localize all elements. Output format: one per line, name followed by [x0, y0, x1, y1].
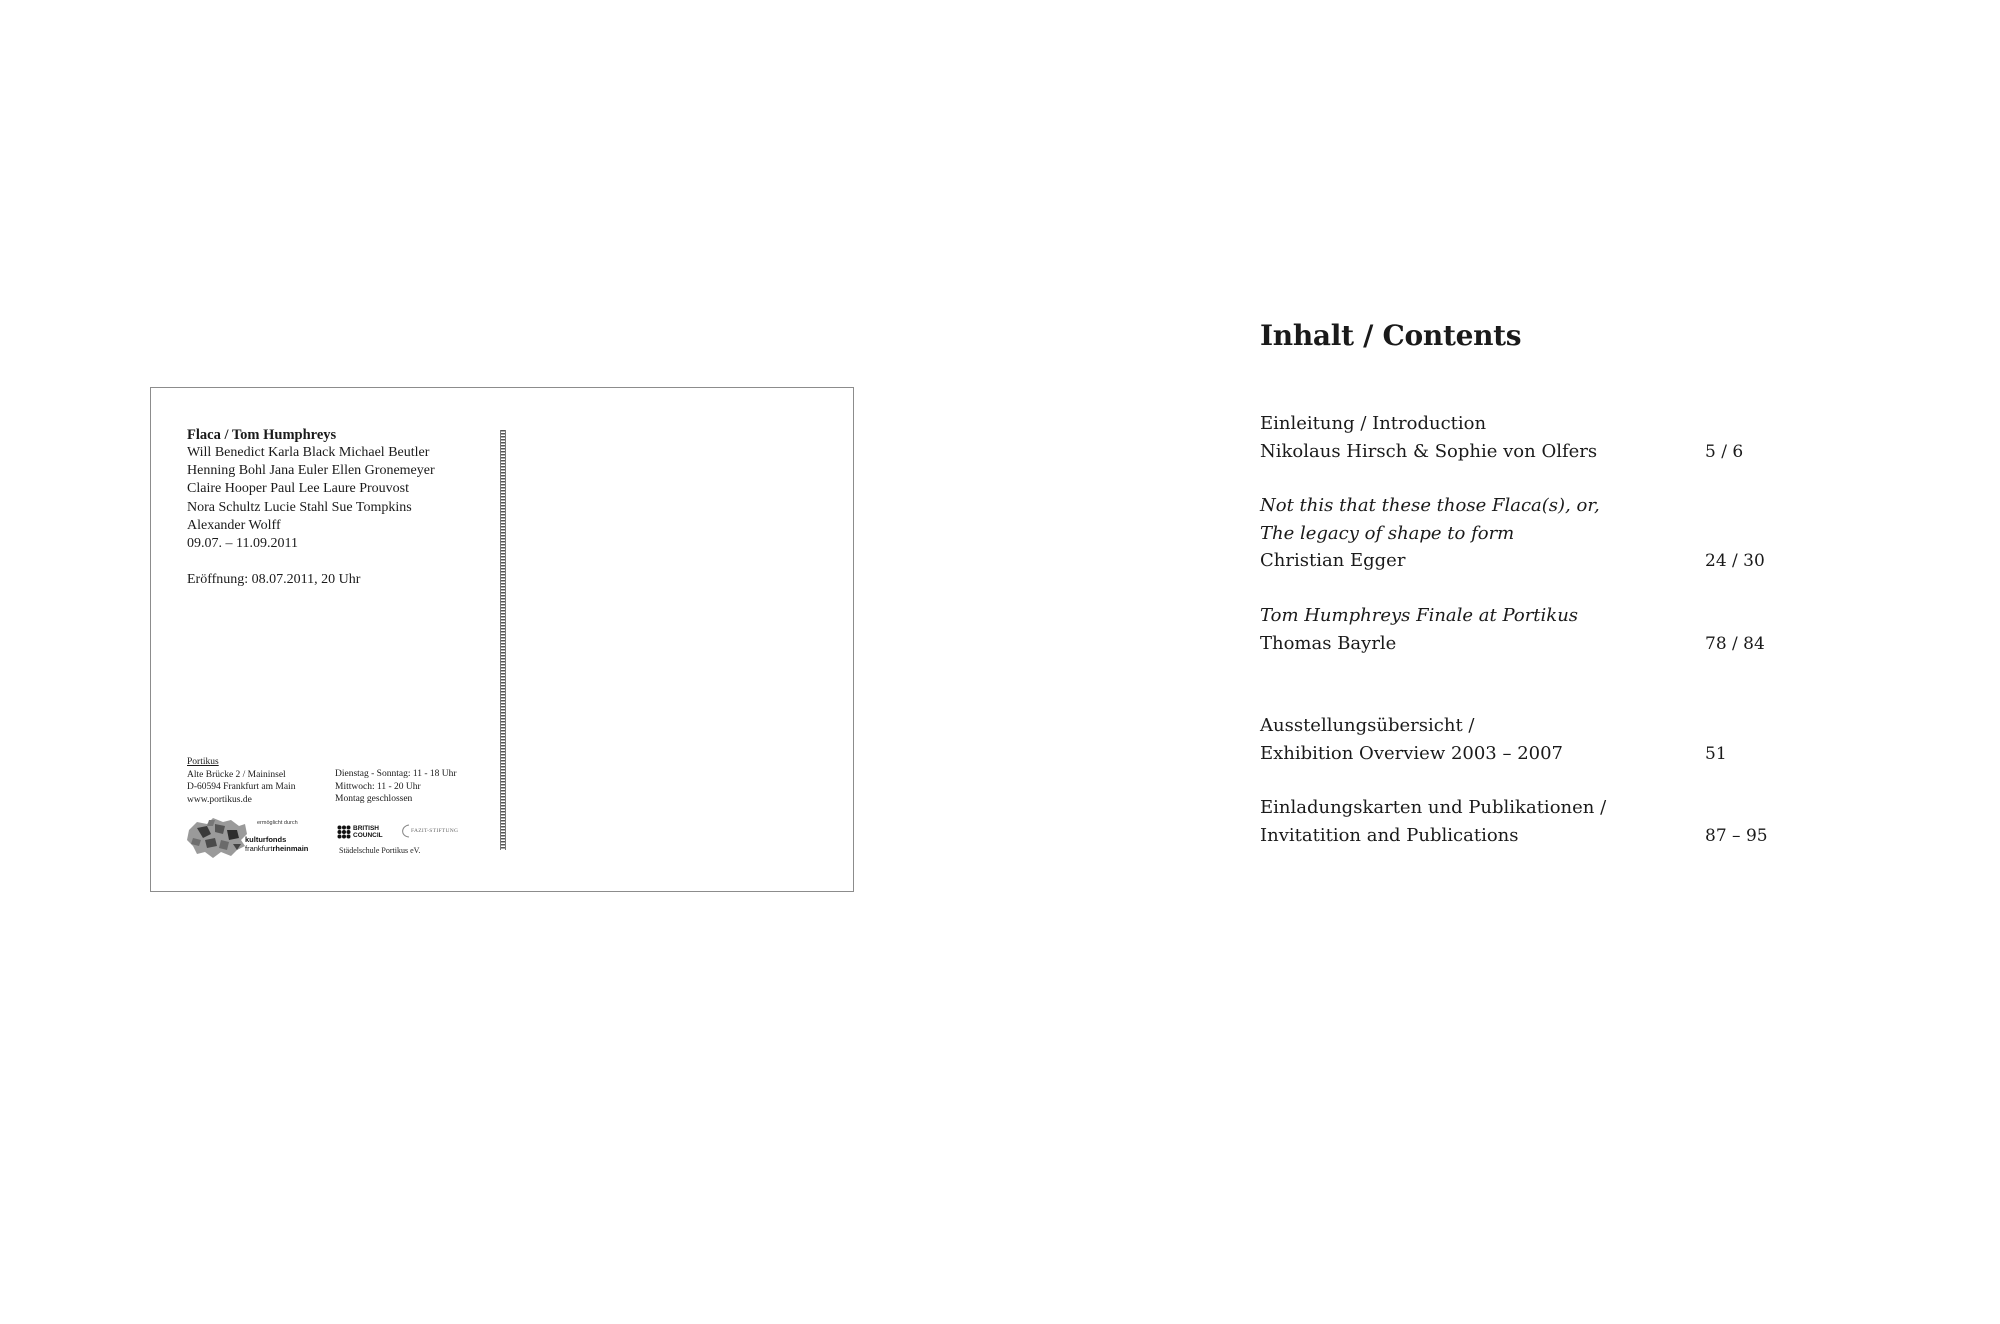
artist-line: Alexander Wolff [187, 517, 281, 533]
postcard-title: Flaca / Tom Humphreys [187, 427, 337, 443]
toc-page-number: 51 [1705, 744, 1727, 764]
toc-entry-title: Tom Humphreys Finale at Portikus [1260, 605, 1579, 626]
venue-address [187, 756, 295, 806]
toc-entry-author: Christian Egger [1260, 550, 1406, 571]
kulturfonds-name: kulturfonds [245, 835, 287, 844]
toc-page-number: 87 – 95 [1705, 826, 1768, 846]
toc-entry-author: Thomas Bayrle [1260, 632, 1397, 654]
hours-line: Mittwoch: 11 - 20 Uhr [335, 781, 421, 792]
kulturfonds-map-icon [187, 816, 249, 860]
toc-entry [1260, 492, 1820, 575]
toc-page-number: 5 / 6 [1705, 442, 1744, 462]
opening-hours [335, 768, 457, 806]
toc-entry-title: Exhibition Overview 2003 – 2007 [1260, 742, 1564, 764]
kulturfonds-logo [187, 816, 307, 860]
toc-entry-title: Invitatition and Publications [1260, 824, 1519, 846]
toc-entry-title: Not this that these those Flaca(s), or, [1260, 495, 1600, 516]
hours-line: Montag geschlossen [335, 794, 413, 804]
venue-street: Alte Brücke 2 / Maininsel [187, 769, 286, 780]
opening-info: Eröffnung: 08.07.2011, 20 Uhr [187, 572, 361, 588]
kulturfonds-region-b: rheinmain [272, 843, 309, 853]
british-council-line1: BRITISH [353, 825, 379, 832]
british-council-wordmark [353, 825, 383, 839]
exhibition-dates: 09.07. – 11.09.2011 [187, 536, 298, 552]
artist-line: Claire Hooper Paul Lee Laure Prouvost [187, 481, 409, 497]
kulturfonds-tagline: ermöglicht durch [257, 820, 298, 826]
fazit-stiftung-logo [399, 824, 465, 840]
toc-entry-title: Einladungskarten und Publikationen / [1260, 797, 1607, 818]
artist-line: Henning Bohl Jana Euler Ellen Gronemeyer [187, 463, 435, 479]
postcard-divider [500, 430, 506, 850]
invitation-postcard [150, 387, 854, 892]
toc-entry [1260, 712, 1820, 767]
kulturfonds-region-a: frankfurt [245, 843, 273, 853]
british-council-line2: COUNCIL [353, 832, 383, 839]
venue-city: D-60594 Frankfurt am Main [187, 782, 296, 792]
toc-entry [1260, 794, 1820, 849]
postcard-text-block [187, 426, 487, 603]
toc-entry-title: Ausstellungsübersicht / [1260, 715, 1475, 736]
venue-website: www.portikus.de [187, 794, 252, 805]
british-council-logo [337, 824, 385, 842]
fazit-wordmark: FAZIT-STIFTUNG [411, 828, 459, 834]
fazit-swoosh-icon [399, 824, 411, 838]
toc-entry [1260, 602, 1820, 657]
toc-page-number: 78 / 84 [1705, 634, 1765, 654]
artist-line: Nora Schultz Lucie Stahl Sue Tompkins [187, 499, 412, 515]
sponsor-logos [187, 816, 487, 866]
toc-entry [1260, 410, 1820, 465]
artist-line: Will Benedict Karla Black Michael Beutler [187, 445, 430, 460]
staedelschule-credit: Städelschule Portikus eV. [339, 846, 421, 855]
toc-entry-author: Nikolaus Hirsch & Sophie von Olfers [1260, 440, 1598, 462]
toc-page-number: 24 / 30 [1705, 551, 1765, 571]
toc-entry-title: The legacy of shape to form [1260, 522, 1515, 544]
table-of-contents [1260, 318, 1820, 846]
venue-name: Portikus [187, 757, 219, 767]
kulturfonds-wordmark [245, 836, 308, 853]
contents-title: Inhalt / Contents [1260, 319, 1522, 352]
hours-line: Dienstag - Sonntag: 11 - 18 Uhr [335, 769, 457, 779]
british-council-dots-icon [337, 825, 351, 839]
toc-entry-title: Einleitung / Introduction [1260, 413, 1487, 434]
